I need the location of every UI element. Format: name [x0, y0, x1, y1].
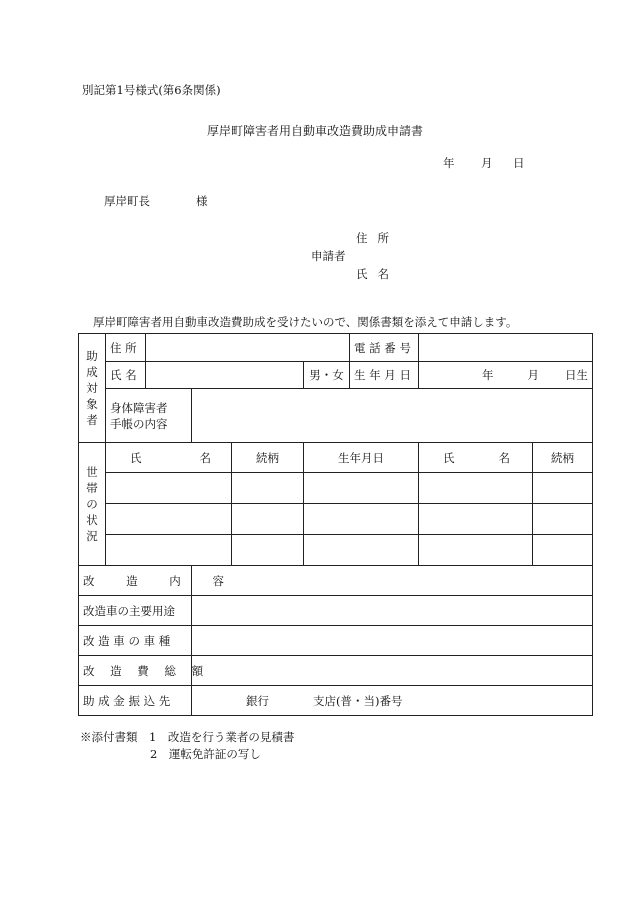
- date-month-label: 月: [481, 156, 493, 170]
- bank-label: 銀行: [246, 693, 269, 708]
- household-name-header-1: 氏 名: [106, 443, 232, 473]
- document-title: 厚岸町障害者用自動車改造費助成申請書: [206, 124, 423, 138]
- household-birth-field[interactable]: [304, 473, 419, 504]
- household-relation-field[interactable]: [533, 535, 593, 566]
- total-cost-field[interactable]: [192, 656, 593, 686]
- modification-label: 改 造 内 容: [79, 566, 192, 596]
- household-name-header-2: 氏 名: [419, 443, 533, 473]
- disability-content-field[interactable]: [192, 389, 593, 443]
- household-relation-header-2: 続柄: [533, 443, 593, 473]
- birth-day-label: 日生: [565, 368, 588, 382]
- main-use-label: 改造車の主要用途: [79, 596, 192, 626]
- branch-label: 支店(普・当)番号: [313, 693, 403, 708]
- household-name-field[interactable]: [419, 473, 533, 504]
- application-form-table: [78, 333, 593, 716]
- household-relation-field[interactable]: [533, 473, 593, 504]
- date-day-label: 日: [513, 156, 525, 170]
- applicant-role-label: 申請者: [311, 249, 346, 263]
- attachment-line-2: 2 運転免許証の写し: [150, 747, 261, 761]
- household-section-label: 世 帯 の 状 況: [79, 443, 106, 566]
- subject-address-field[interactable]: [146, 334, 350, 362]
- subject-name-field[interactable]: [146, 362, 304, 389]
- subject-birth-label: 生 年 月 日: [350, 362, 419, 389]
- household-name-field[interactable]: [106, 535, 232, 566]
- total-cost-label: 改 造 費 総 額: [79, 656, 192, 686]
- subject-sex-selector[interactable]: 男・女: [304, 362, 350, 389]
- household-relation-field[interactable]: [533, 504, 593, 535]
- addressee-name: 厚岸町長: [104, 194, 150, 208]
- vehicle-type-label: 改 造 車 の 車 種: [79, 626, 192, 656]
- addressee-honorific: 様: [196, 194, 208, 208]
- date-year-label: 年: [443, 156, 455, 170]
- attachments-note: [80, 729, 294, 763]
- household-birth-field[interactable]: [304, 504, 419, 535]
- subject-phone-field[interactable]: [419, 334, 593, 362]
- household-name-field[interactable]: [106, 473, 232, 504]
- household-name-field[interactable]: [419, 504, 533, 535]
- subject-name-label: 氏 名: [106, 362, 146, 389]
- subject-address-label: 住 所: [106, 334, 146, 362]
- birth-year-label: 年: [482, 368, 494, 382]
- disability-label: 身体障害者 手帳の内容: [106, 389, 192, 443]
- household-relation-field[interactable]: [232, 504, 304, 535]
- transfer-label: 助 成 金 振 込 先: [79, 686, 192, 716]
- household-birth-field[interactable]: [304, 535, 419, 566]
- subject-phone-label: 電 話 番 号: [350, 334, 419, 362]
- intro-statement: 厚岸町障害者用自動車改造費助成を受けたいので、関係書類を添えて申請します。: [93, 315, 518, 329]
- household-name-field[interactable]: [106, 504, 232, 535]
- household-name-field[interactable]: [419, 535, 533, 566]
- household-relation-field[interactable]: [232, 535, 304, 566]
- subject-section-label: 助 成 対 象 者: [79, 334, 106, 443]
- attachment-line-1: ※添付書類 1 改造を行う業者の見積書: [80, 730, 295, 744]
- transfer-field[interactable]: [192, 686, 593, 716]
- applicant-name-label: 氏名: [356, 267, 399, 281]
- addressee: [104, 193, 208, 209]
- main-use-field[interactable]: [192, 596, 593, 626]
- birth-month-label: 月: [527, 368, 539, 382]
- modification-field[interactable]: [192, 566, 593, 596]
- applicant-address-label: 住所: [356, 231, 399, 245]
- subject-birth-field[interactable]: [419, 362, 593, 389]
- household-relation-field[interactable]: [232, 473, 304, 504]
- form-identifier: 別記第1号様式(第6条関係): [82, 83, 221, 97]
- vehicle-type-field[interactable]: [192, 626, 593, 656]
- household-relation-header-1: 続柄: [232, 443, 304, 473]
- household-birth-header-1: 生年月日: [304, 443, 419, 473]
